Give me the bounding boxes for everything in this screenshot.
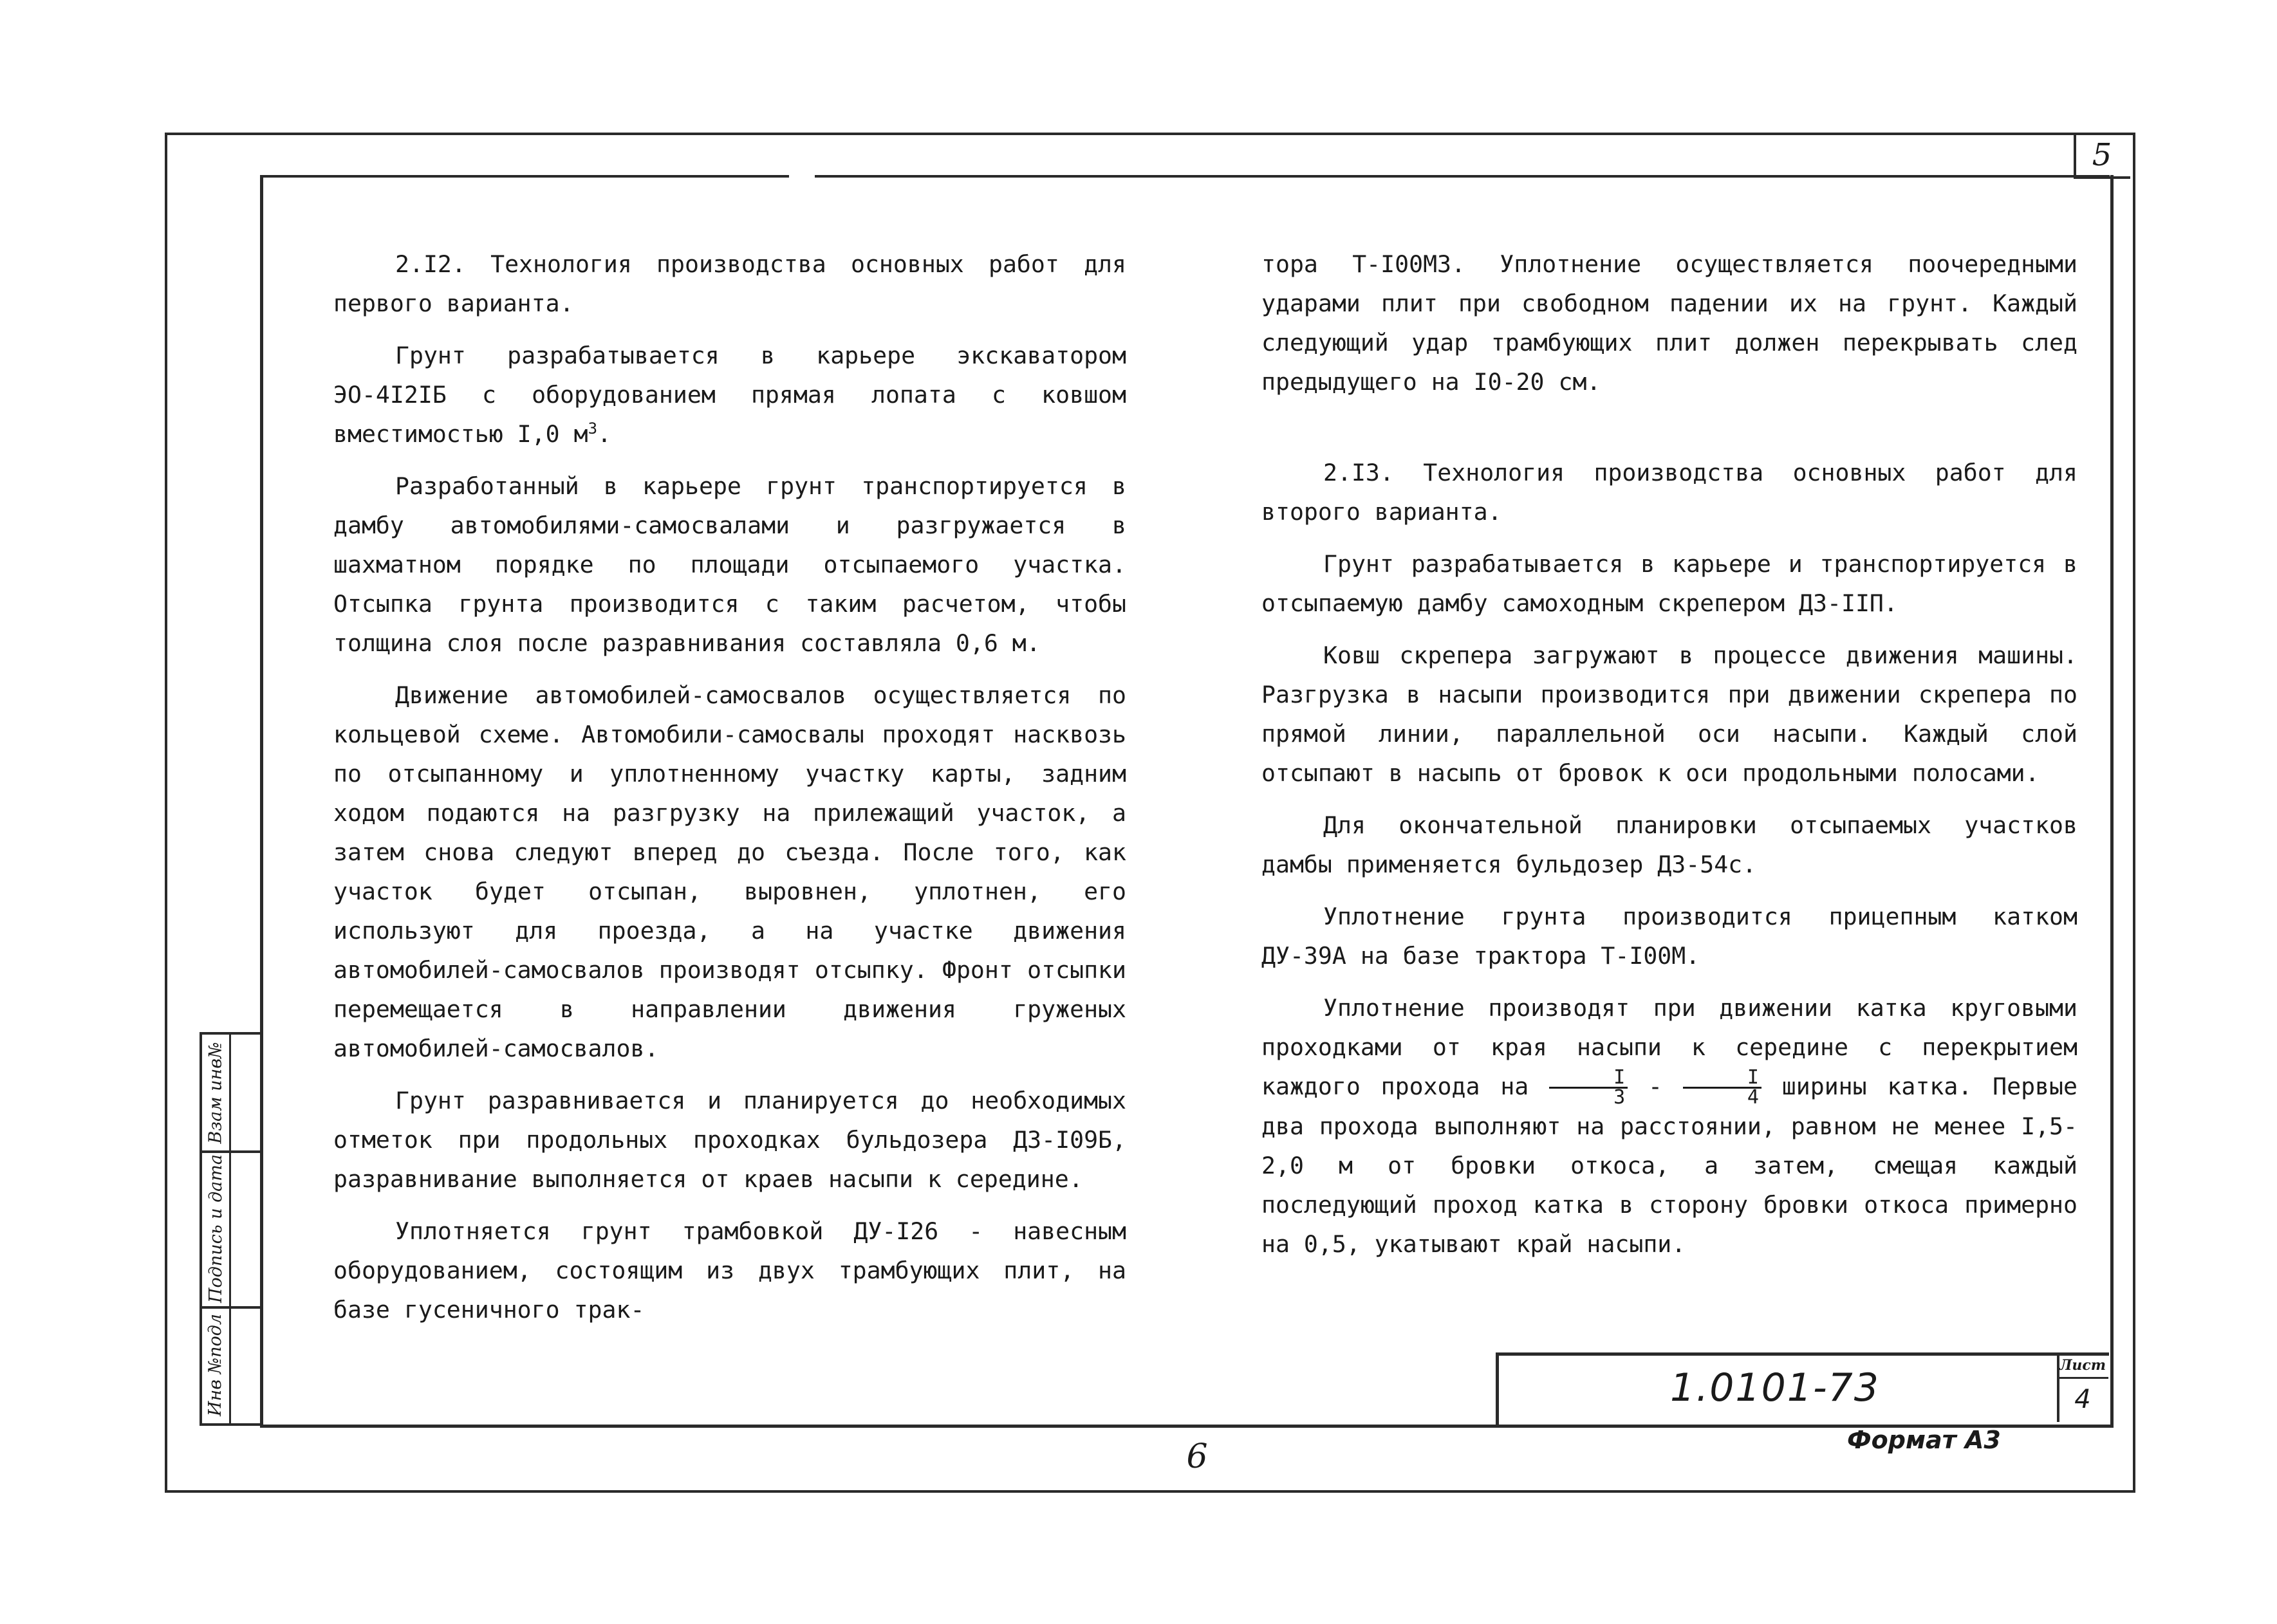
page-number: 5 — [2092, 137, 2112, 173]
fraction-numerator: I — [1683, 1069, 1761, 1089]
fraction — [1683, 1066, 1761, 1109]
section-heading: 2.I3. Технология производства основных работ для второго варианта. — [1261, 459, 2077, 526]
paragraph: Уплотняется грунт трамбовкой ДУ-I26 - навесным оборудованием, состоящим из двух трамбующих плит, на базе гусеничного трак- — [333, 1217, 1126, 1324]
sheet-number: 4 — [2074, 1385, 2091, 1414]
frame-top-line — [260, 175, 789, 178]
paragraph: Ковш скрепера загружают в процессе движения машины. Разгрузка в насыпи производится при движении скрепера по прямой линии, параллельной оси насыпи. Каждый слой отсыпают в насыпь от бровок к оси продольными полосами. — [1261, 641, 2077, 787]
sheet-label: Лист — [2059, 1357, 2106, 1374]
paragraph-text: Уплотнение производят при движении катка круговыми проходками от края насыпи к середине с перекрытием каждого прохода на — [1261, 994, 2077, 1100]
side-stamp-label — [202, 1306, 229, 1423]
side-stamp-text: Взам инв№ — [205, 1041, 226, 1144]
side-stamp — [200, 1032, 263, 1426]
side-stamp-text: Подпись и дата — [205, 1154, 226, 1303]
side-stamp-label — [202, 1150, 229, 1306]
paragraph: 2.I2. Технология производства основных работ для первого варианта. — [333, 250, 1126, 317]
paragraph — [333, 336, 1126, 454]
paragraph — [1261, 988, 2077, 1264]
paragraph: Для окончательной планировки отсыпаемых участков дамбы применяется бульдозер ДЗ-54с. — [1261, 811, 2077, 878]
paragraph: Уплотнение грунта производится прицепным катком ДУ-39А на базе трактора Т-I00М. — [1261, 903, 2077, 970]
superscript: 3 — [588, 419, 598, 438]
paragraph: Разработанный в карьере грунт транспортируется в дамбу автомобилями-самосвалами и разгружается в шахматном порядке по площади отсыпаемого участка. Отсыпка грунта производится с таким расчетом, чтобы толщина слоя после разравнивания составляла 0,6 м. — [333, 472, 1126, 657]
fraction-numerator: I — [1549, 1069, 1628, 1089]
paragraph-text: ширины катка. Первые два прохода выполняют на расстоянии, равном не менее I,5-2,0 м от бровки откоса, а затем, смещая каждый последующий проход катка в сторону бровки откоса примерно на 0,5, укатывают край насыпи. — [1261, 1073, 2077, 1258]
fraction-denominator: 4 — [1747, 1086, 1759, 1109]
paragraph: Грунт разрабатывается в карьере и транспортируется в отсыпаемую дамбу самоходным скрепером ДЗ-IIП. — [1261, 550, 2077, 617]
frame-top-line — [815, 175, 2110, 178]
format-label: Формат А3 — [1847, 1426, 2001, 1454]
paragraph-text: . — [597, 420, 611, 448]
fraction — [1549, 1066, 1628, 1109]
bottom-page-number: 6 — [1186, 1437, 1208, 1476]
paragraph-text: Грунт разрабатывается в карьере экскаватором ЭО-4I2IБ с оборудованием прямая лопата с ковшом вместимостью I,0 м — [333, 342, 1126, 448]
paragraph: Грунт разравнивается и планируется до необходимых отметок при продольных проходках бульдозера ДЗ-I09Б, разравнивание выполняется от краев насыпи к середине. — [333, 1087, 1126, 1193]
side-stamp-label — [202, 1035, 229, 1150]
paragraph: Движение автомобилей-самосвалов осуществляется по кольцевой схеме. Автомобили-самосвалы проходят насквозь по отсыпанному и уплотненному участку карты, задним ходом подаются на разгрузку на прилежащий участок, а затем снова следуют вперед до съезда. После того, как участок будет отсыпан, выровнен, уплотнен, его используют для проезда, а на участке движения автомобилей-самосвалов производят отсыпку. Фронт отсыпки перемещается в направлении движения груженых автомобилей-самосвалов. — [333, 681, 1126, 1062]
document-code: 1.0101-73 — [1670, 1365, 1880, 1410]
side-stamp-divider — [229, 1035, 231, 1423]
paragraph: тора Т-I00МЗ. Уплотнение осуществляется поочередными ударами плит при свободном падении их на грунт. Каждый следующий удар трамбующих плит должен перекрывать след предыдущего на I0-20 см. — [1261, 250, 2077, 396]
side-stamp-text: Инв №подл — [205, 1313, 226, 1416]
right-column — [1261, 245, 2077, 1277]
left-column — [333, 245, 1126, 1342]
fraction-dash: - — [1648, 1073, 1663, 1100]
fraction-denominator: 3 — [1613, 1086, 1626, 1109]
